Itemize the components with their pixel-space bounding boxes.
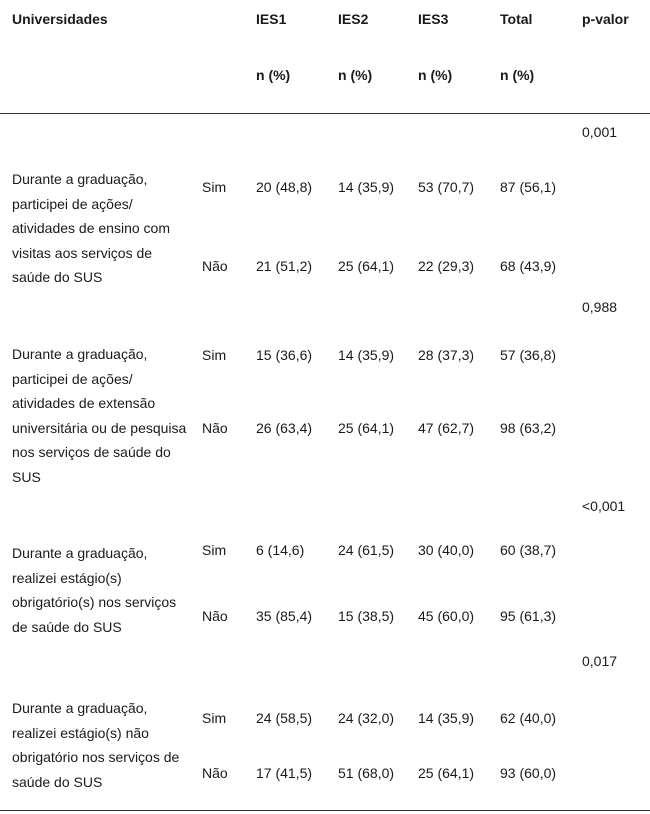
answer-sim: Sim (202, 542, 227, 558)
cell-ies3: 28 (37,3) (418, 347, 475, 363)
cell-total: 57 (36,8) (500, 347, 557, 363)
answer-nao: Não (202, 258, 228, 274)
cell-ies3: 22 (29,3) (418, 258, 475, 274)
header-ies1: IES1 (256, 11, 287, 27)
cell-ies3: 45 (60,0) (418, 608, 475, 624)
cell-ies2: 24 (32,0) (338, 710, 395, 726)
p-value: 0,988 (582, 299, 618, 315)
cell-ies1: 20 (48,8) (256, 179, 313, 195)
cell-total: 60 (38,7) (500, 542, 557, 558)
cell-total: 93 (60,0) (500, 765, 557, 781)
question-text: Durante a graduação, participei de ações/ atividades de ensino com visitas aos serviços de saúde do SUS (12, 171, 170, 285)
header-rule (0, 113, 650, 114)
cell-ies2: 15 (38,5) (338, 608, 395, 624)
cell-ies2: 14 (35,9) (338, 347, 395, 363)
cell-ies2: 51 (68,0) (338, 765, 395, 781)
header-p-valor: p-valor (582, 11, 629, 27)
cell-ies2: 25 (64,1) (338, 258, 395, 274)
cell-ies2: 14 (35,9) (338, 179, 395, 195)
cell-total: 68 (43,9) (500, 258, 557, 274)
answer-nao: Não (202, 420, 228, 436)
answer-sim: Sim (202, 179, 227, 195)
header-unit-ies2: n (%) (338, 67, 373, 83)
header-unit-total: n (%) (500, 67, 535, 83)
cell-ies1: 17 (41,5) (256, 765, 313, 781)
cell-ies3: 53 (70,7) (418, 179, 475, 195)
cell-ies1: 21 (51,2) (256, 258, 313, 274)
cell-total: 95 (61,3) (500, 608, 557, 624)
answer-sim: Sim (202, 710, 227, 726)
answer-sim: Sim (202, 347, 227, 363)
cell-ies1: 15 (36,6) (256, 347, 313, 363)
header-universidades: Universidades (12, 11, 108, 27)
cell-ies1: 6 (14,6) (256, 542, 305, 558)
header-unit-ies3: n (%) (418, 67, 453, 83)
cell-ies3: 25 (64,1) (418, 765, 475, 781)
p-value: 0,017 (582, 653, 618, 669)
answer-nao: Não (202, 765, 228, 781)
bottom-rule (0, 810, 650, 811)
cell-ies1: 35 (85,4) (256, 608, 313, 624)
cell-ies1: 24 (58,5) (256, 710, 313, 726)
cell-ies3: 14 (35,9) (418, 710, 475, 726)
question-text: Durante a graduação, realizei estágio(s) obrigatório(s) nos serviços de saúde do SUS (12, 545, 177, 635)
cell-total: 87 (56,1) (500, 179, 557, 195)
cell-ies3: 30 (40,0) (418, 542, 475, 558)
cell-total: 62 (40,0) (500, 710, 557, 726)
header-unit-ies1: n (%) (256, 67, 291, 83)
p-value: <0,001 (582, 498, 626, 514)
header-ies3: IES3 (418, 11, 449, 27)
question-text: Durante a graduação, participei de ações/ atividades de extensão universitária ou de pesquisa nos serviços de saúde do SUS (12, 346, 187, 485)
cell-total: 98 (63,2) (500, 420, 557, 436)
question-text: Durante a graduação, realizei estágio(s) não obrigatório nos serviços de saúde do SUS (12, 700, 180, 790)
p-value: 0,001 (582, 124, 618, 140)
header-total: Total (500, 11, 533, 27)
cell-ies2: 25 (64,1) (338, 420, 395, 436)
cell-ies3: 47 (62,7) (418, 420, 475, 436)
answer-nao: Não (202, 608, 228, 624)
cell-ies1: 26 (63,4) (256, 420, 313, 436)
header-ies2: IES2 (338, 11, 369, 27)
cell-ies2: 24 (61,5) (338, 542, 395, 558)
